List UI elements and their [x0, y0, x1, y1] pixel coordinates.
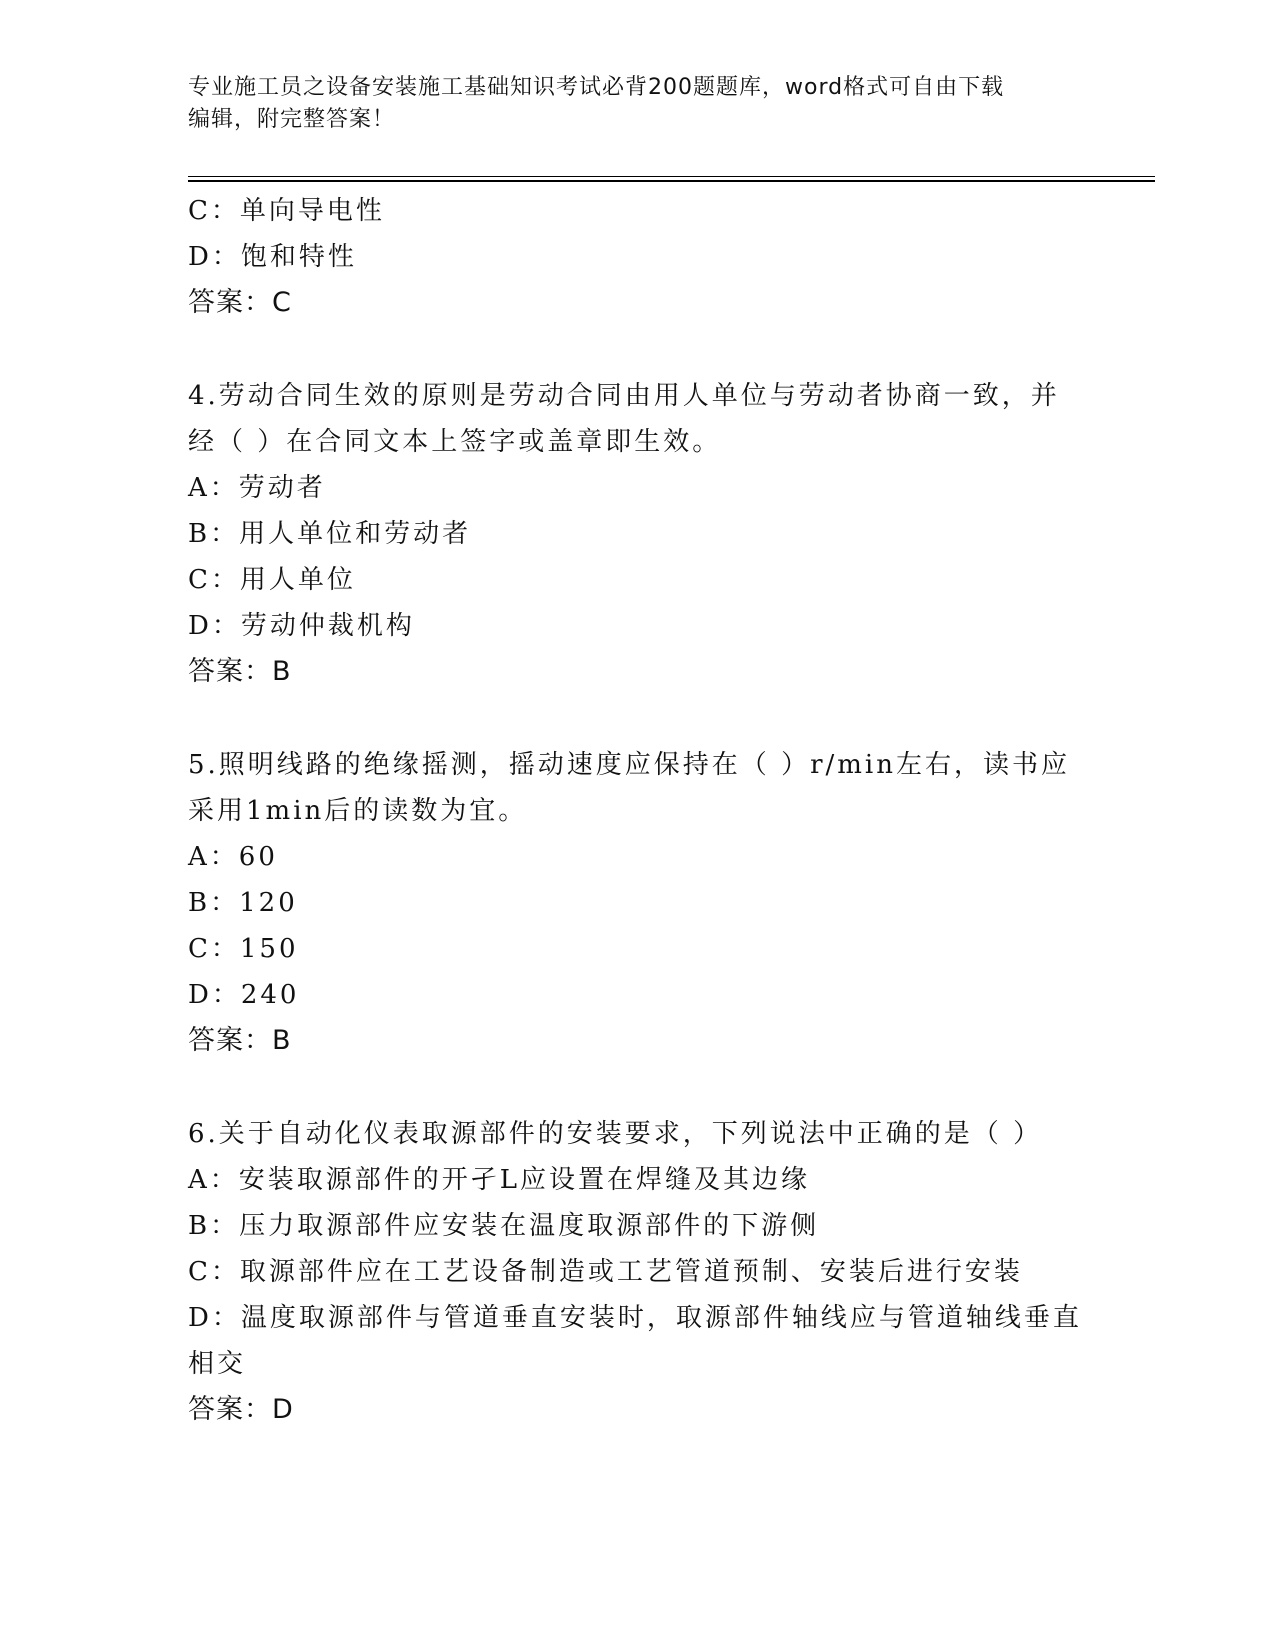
- q6-option-d-line-2: 相交: [188, 1349, 247, 1379]
- question-4: [188, 373, 1088, 695]
- header-title-line-2: 编辑，附完整答案！: [188, 107, 396, 132]
- q4-answer: 答案：B: [188, 656, 292, 687]
- q4-stem-line-2: 经（ ）在合同文本上签字或盖章即生效。: [188, 427, 722, 457]
- question-list: [188, 188, 1088, 1433]
- question-6: [188, 1111, 1088, 1433]
- question-spacer: [188, 1064, 1088, 1111]
- question-spacer: [188, 695, 1088, 742]
- q3-option-c: C：单向导电性: [188, 196, 385, 226]
- q5-option-d: D：240: [188, 980, 300, 1010]
- question-3-tail: [188, 188, 1088, 326]
- q4-option-c: C：用人单位: [188, 565, 356, 595]
- q5-stem-line-1: 5.照明线路的绝缘摇测，摇动速度应保持在（ ）r/min左右，读书应: [188, 750, 1070, 780]
- q5-stem-line-2: 采用1min后的读数为宜。: [188, 796, 528, 826]
- question-5: [188, 742, 1088, 1064]
- q5-option-c: C：150: [188, 934, 299, 964]
- q5-answer: 答案：B: [188, 1025, 292, 1056]
- question-spacer: [188, 326, 1088, 373]
- q6-option-d-line-1: D：温度取源部件与管道垂直安装时，取源部件轴线应与管道轴线垂直: [188, 1303, 1082, 1333]
- q6-option-c: C：取源部件应在工艺设备制造或工艺管道预制、安装后进行安装: [188, 1257, 1023, 1287]
- header-divider-thin: [188, 176, 1155, 177]
- q3-answer: 答案：C: [188, 287, 292, 318]
- header-divider-thick: [188, 180, 1155, 182]
- q4-option-a: A：劳动者: [188, 473, 326, 503]
- q4-option-d: D：劳动仲裁机构: [188, 611, 415, 641]
- q6-stem-line-1: 6.关于自动化仪表取源部件的安装要求，下列说法中正确的是（ ）: [188, 1119, 1043, 1149]
- q6-answer: 答案：D: [188, 1394, 294, 1425]
- q6-option-b: B：压力取源部件应安装在温度取源部件的下游侧: [188, 1211, 820, 1241]
- q3-option-d: D：饱和特性: [188, 242, 357, 272]
- q5-option-a: A：60: [188, 842, 278, 872]
- q5-option-b: B：120: [188, 888, 298, 918]
- q6-option-a: A：安装取源部件的开孑L应设置在焊缝及其边缘: [188, 1165, 811, 1195]
- page-header: [188, 72, 1078, 136]
- header-title-line-1: 专业施工员之设备安装施工基础知识考试必背200题题库，word格式可自由下载: [188, 75, 1005, 100]
- q4-stem-line-1: 4.劳动合同生效的原则是劳动合同由用人单位与劳动者协商一致，并: [188, 381, 1060, 411]
- q4-option-b: B：用人单位和劳动者: [188, 519, 472, 549]
